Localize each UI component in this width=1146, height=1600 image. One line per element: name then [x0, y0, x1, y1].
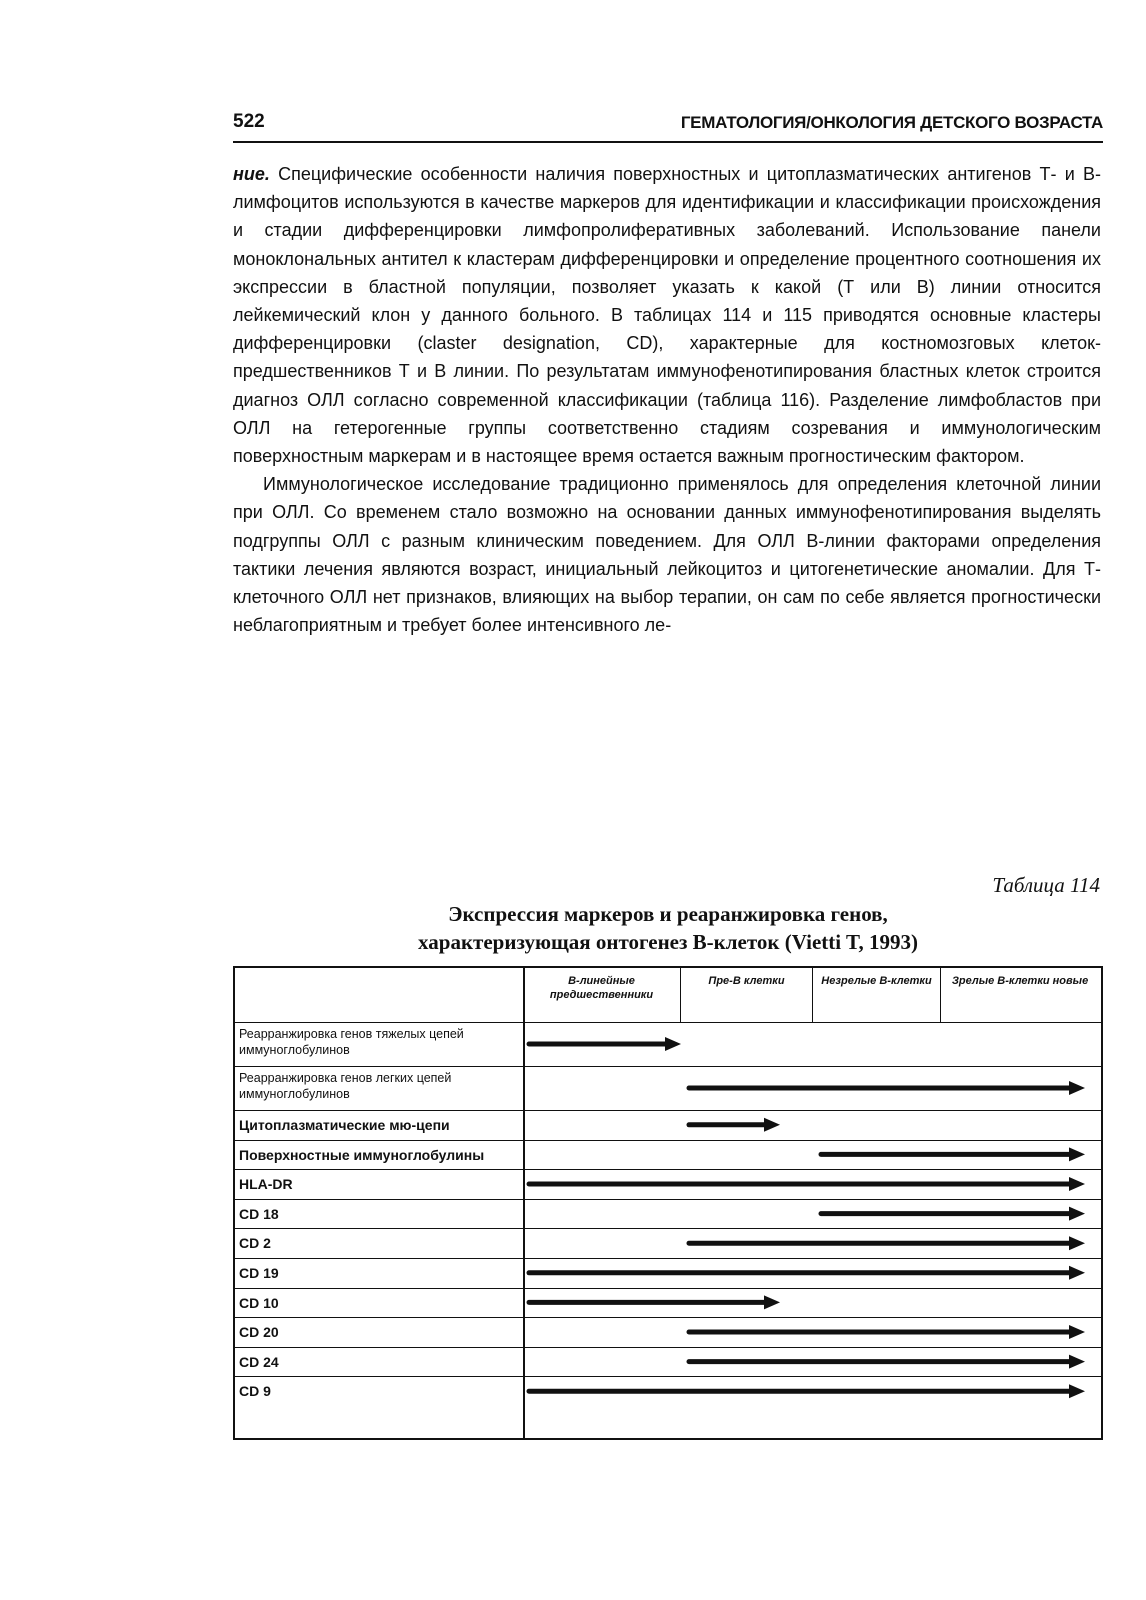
table-number: Таблица 114: [992, 873, 1100, 897]
expression-arrow: [689, 1118, 780, 1132]
paragraph-lead-word: ние.: [233, 164, 270, 184]
stage-header: Зрелые В-клетки новые: [951, 975, 1089, 987]
page-number: 522: [233, 111, 265, 132]
expression-arrow: [529, 1295, 780, 1309]
row-label: CD 18: [235, 1199, 523, 1229]
row-label: CD 20: [235, 1317, 523, 1347]
expression-arrow: [821, 1147, 1085, 1161]
marker-expression-table: [233, 966, 1103, 1440]
arrow-head: [1069, 1147, 1085, 1161]
arrow-head: [1069, 1266, 1085, 1280]
expression-arrow: [689, 1081, 1085, 1095]
stage-header: Незрелые В-клетки: [813, 968, 941, 1022]
running-title: ГЕМАТОЛОГИЯ/ОНКОЛОГИЯ ДЕТСКОГО ВОЗРАСТА: [680, 113, 1103, 132]
row-label: CD 24: [235, 1347, 523, 1377]
arrow-head: [1069, 1177, 1085, 1191]
row-label: Реарранжировка генов легких цепей иммуноглобулинов: [235, 1066, 523, 1110]
arrow-head: [1069, 1384, 1085, 1398]
arrow-head: [1069, 1355, 1085, 1369]
row-label: Реарранжировка генов тяжелых цепей иммуноглобулинов: [235, 1022, 523, 1066]
body-text: [233, 160, 1101, 639]
arrow-head: [665, 1037, 681, 1051]
arrow-head: [1069, 1081, 1085, 1095]
row-label: CD 9: [235, 1376, 523, 1406]
expression-arrow: [689, 1325, 1085, 1339]
table-title-line-2: характеризующая онтогенез В-клеток (Vietti T, 1993): [418, 930, 918, 954]
arrow-head: [1069, 1325, 1085, 1339]
expression-arrow: [529, 1177, 1085, 1191]
expression-arrow: [529, 1037, 681, 1051]
row-label: CD 10: [235, 1288, 523, 1318]
row-label: Поверхностные иммуноглобулины: [235, 1140, 523, 1170]
paragraph-1-text: Специфические особенности наличия поверхностных и цитоплазматических антигенов Т- и В-лимфоцитов используются в качестве маркеров для идентификации и классификации происхождения и стадии дифференцировки лимфопролиферативных заболеваний. Использование панели моноклональных антител к кластерам дифференцировки и определение процентного соотношения их экспрессии в бластной популяции, позволяет указать к какой (Т или В) линии относится лейкемический клон у данного больного. В таблицах 114 и 115 приводятся основные кластеры дифференцировки (claster designation, CD), характерные для костномозговых клеток-предшественников Т и В линии. По результатам иммунофенотипирования бластных клеток строится диагноз ОЛЛ согласно современной классификации (таблица 116). Разделение лимфобластов при ОЛЛ на гетерогенные группы соответственно стадиям созревания и иммунологическим поверхностным маркерам и в настоящее время остается важным прогностическим фактором.: [233, 164, 1101, 467]
expression-arrow: [529, 1384, 1085, 1398]
arrow-head: [764, 1118, 780, 1132]
row-label: CD 2: [235, 1228, 523, 1258]
arrow-head: [764, 1295, 780, 1309]
expression-arrow: [689, 1236, 1085, 1250]
arrow-head: [1069, 1207, 1085, 1221]
stage-header: Пре-В клетки: [681, 968, 813, 1022]
paragraph-2: Иммунологическое исследование традиционно применялось для определения клеточной линии при ОЛЛ. Со временем стало возможно на основании данных иммунофенотипирования выделять подгруппы ОЛЛ с разным клиническим поведением. Для ОЛЛ В-линии факторами определения тактики лечения являются возраст, инициальный лейкоцитоз и цитогенетические аномалии. Для Т-клеточного ОЛЛ нет признаков, влияющих на выбор терапии, он сам по себе является прогностически неблагоприятным и требует более интенсивного ле-: [233, 474, 1101, 636]
row-label: Цитоплазматические мю-цепи: [235, 1110, 523, 1140]
expression-arrows: [235, 968, 1105, 1442]
stage-header: В-линейные предшественники: [523, 968, 681, 1022]
expression-arrow: [821, 1207, 1085, 1221]
row-label: HLA-DR: [235, 1169, 523, 1199]
row-label: CD 19: [235, 1258, 523, 1288]
arrow-head: [1069, 1236, 1085, 1250]
paragraph-1: [233, 160, 1101, 470]
running-head: [233, 107, 1103, 143]
expression-arrow: [689, 1355, 1085, 1369]
expression-arrow: [529, 1266, 1085, 1280]
table-title: [233, 900, 1103, 956]
table-title-line-1: Экспрессия маркеров и реаранжировка генов,: [448, 902, 888, 926]
